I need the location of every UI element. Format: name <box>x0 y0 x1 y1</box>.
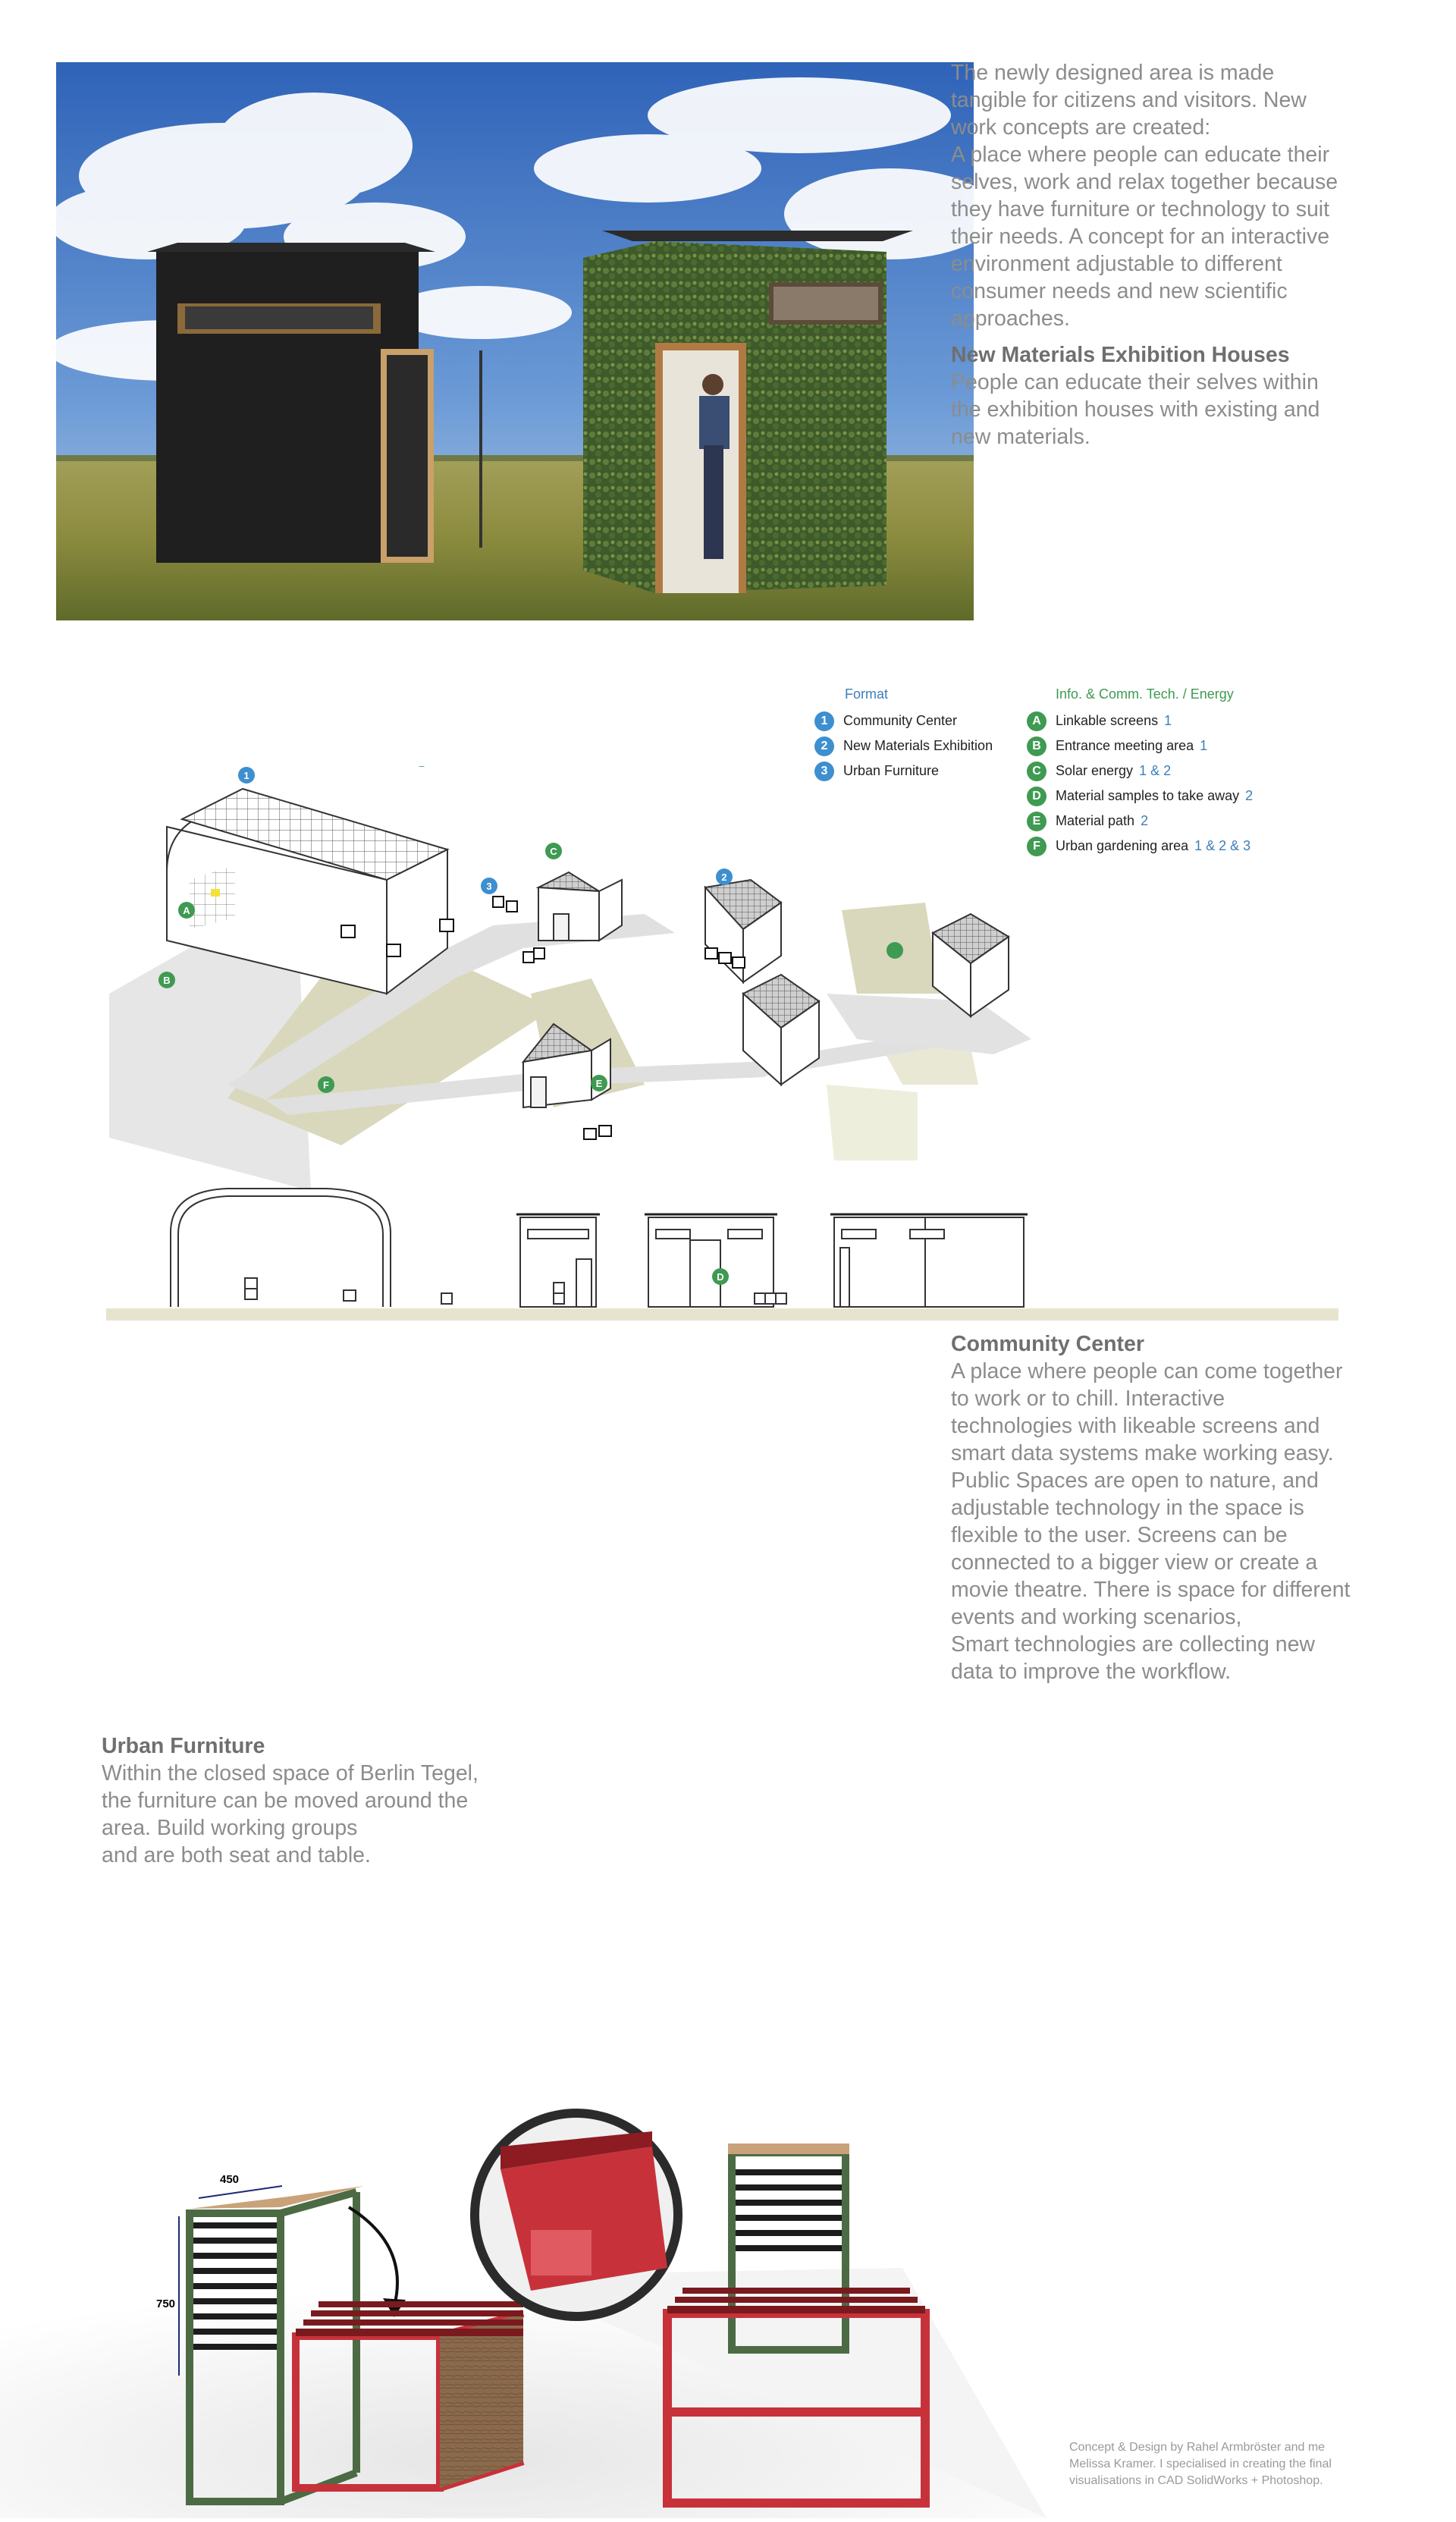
elevation-diagram <box>106 1179 1342 1324</box>
plan-marker-3: 3 <box>486 881 492 892</box>
tech-label: Urban gardening area <box>1056 838 1189 853</box>
tech-legend-item <box>1027 733 1376 758</box>
format-label: New Materials Exhibition <box>843 738 993 753</box>
format-label: Community Center <box>843 713 958 728</box>
width-dimension: 450 <box>220 2173 240 2186</box>
tech-legend-item <box>1027 708 1376 733</box>
tech-label: Linkable screens <box>1056 713 1159 728</box>
tech-badge: F <box>1027 837 1046 856</box>
tech-legend-title: Info. & Comm. Tech. / Energy <box>1056 686 1234 702</box>
tech-badge: E <box>1027 812 1046 831</box>
format-legend-title: Format <box>845 686 889 702</box>
tech-badge: A <box>1027 711 1046 731</box>
tech-ref: 1 <box>1200 738 1208 753</box>
exhibition-paragraph: People can educate their selves within the exhibition houses with existing and new materials. <box>951 370 1320 449</box>
exhibition-heading: New Materials Exhibition Houses <box>951 343 1290 367</box>
plan-marker-d: D <box>717 1271 724 1283</box>
plan-marker-c: C <box>550 846 557 857</box>
community-paragraph: A place where people can come together to work or to chill. Interactive technologies with likeable screens and smart data systems make working easy. Public Spaces are open to nature, and adjustable technology in the space is flexible to the user. Screens can be connected to a bigger view or create a movie theatre. There is space for different events and working scenarios, Smart technologies are collecting new data to improve the workflow. <box>951 1359 1351 1684</box>
credit-text: Concept & Design by Rahel Armbröster and me Melissa Kramer. I specialised in creating the final visualisations in CAD SolidWorks + Photoshop. <box>1069 2441 1332 2487</box>
tech-ref: 1 <box>1164 713 1172 728</box>
site-plan-diagram <box>99 766 1115 1198</box>
format-legend-item <box>814 708 1042 733</box>
plan-marker-b: B <box>163 975 171 986</box>
tech-ref: 1 & 2 <box>1139 763 1172 778</box>
tech-label: Solar energy <box>1056 763 1134 778</box>
format-legend-item <box>814 733 1042 758</box>
plan-marker-1: 1 <box>243 770 249 781</box>
intro-paragraph: The newly designed area is made tangible for citizens and visitors. New work concepts are created: A place where people can educate their selves, work and relax together because they have furniture or technology to suit their needs. A concept for an interactive environment adjustable to different consumer needs and new scientific approaches. <box>951 61 1338 331</box>
plan-marker-2: 2 <box>721 872 727 883</box>
plan-marker-e: E <box>595 1078 603 1089</box>
tech-ref: 2 <box>1141 813 1149 828</box>
tech-ref: 2 <box>1245 788 1254 803</box>
height-dimension: 750 <box>156 2297 176 2310</box>
tech-badge: B <box>1027 736 1046 756</box>
tech-badge: D <box>1027 787 1046 806</box>
community-heading: Community Center <box>951 1332 1144 1356</box>
plan-marker-f: F <box>323 1079 329 1091</box>
tech-label: Entrance meeting area <box>1056 738 1194 753</box>
urban-furniture-heading: Urban Furniture <box>102 1734 265 1758</box>
tech-label: Material path <box>1056 813 1135 828</box>
urban-furniture-paragraph: Within the closed space of Berlin Tegel, the furniture can be moved around the area. Build working groups and are both seat and table. <box>102 1761 479 1867</box>
plan-marker-a: A <box>183 905 190 916</box>
tech-badge: C <box>1027 762 1046 781</box>
format-badge: 3 <box>814 762 834 781</box>
format-label: Urban Furniture <box>843 763 940 778</box>
tech-label: Material samples to take away <box>1056 788 1240 803</box>
tech-ref: 1 & 2 & 3 <box>1194 838 1251 853</box>
format-badge: 2 <box>814 736 834 756</box>
format-badge: 1 <box>814 711 834 731</box>
hero-render-image <box>56 62 974 620</box>
